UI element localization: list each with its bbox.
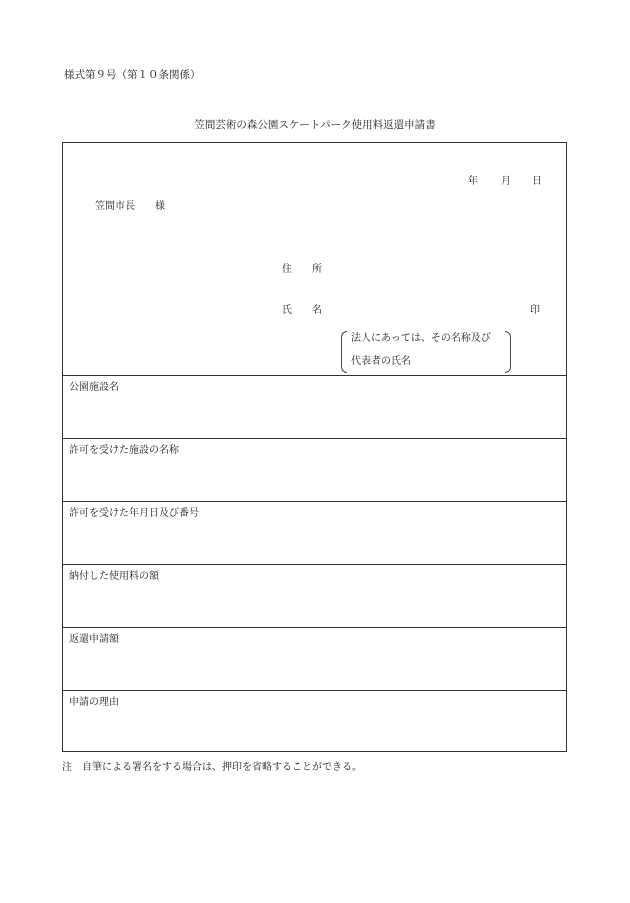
- footnote: 注 自筆による署名をする場合は、押印を省略することができる。: [62, 762, 362, 773]
- name-label: 氏 名: [282, 305, 322, 316]
- corporate-note-line1: 法人にあっては、その名称及び: [351, 333, 491, 344]
- addressee: 笠間市長 様: [95, 201, 165, 212]
- seal-mark: 印: [530, 305, 540, 316]
- row-divider: [63, 627, 566, 628]
- corporate-note: [341, 331, 511, 373]
- date-day-label: 日: [532, 176, 542, 187]
- row-divider: [63, 375, 566, 376]
- field-label-permit-date-number: 許可を受けた年月日及び番号: [69, 508, 199, 519]
- date-month-label: 月: [501, 176, 511, 187]
- field-label-reason: 申請の理由: [69, 697, 119, 708]
- field-label-refund-amount: 返還申請額: [69, 634, 119, 645]
- row-divider: [63, 501, 566, 502]
- row-divider: [63, 564, 566, 565]
- field-label-facility-name: 許可を受けた施設の名称: [69, 445, 179, 456]
- row-divider: [63, 690, 566, 691]
- field-label-park-facility: 公園施設名: [69, 382, 119, 393]
- right-bracket: [505, 331, 511, 373]
- form-title: 笠間芸術の森公園スケートパーク使用料返還申請書: [194, 119, 436, 131]
- corporate-note-line2: 代表者の氏名: [351, 356, 411, 367]
- field-label-fee-paid: 納付した使用料の額: [69, 571, 159, 582]
- date-year-label: 年: [468, 176, 478, 187]
- row-divider: [63, 438, 566, 439]
- form-number: 様式第９号（第１０条関係）: [64, 69, 201, 81]
- left-bracket: [341, 331, 347, 373]
- application-form-table: [62, 142, 567, 752]
- address-label: 住 所: [282, 264, 322, 275]
